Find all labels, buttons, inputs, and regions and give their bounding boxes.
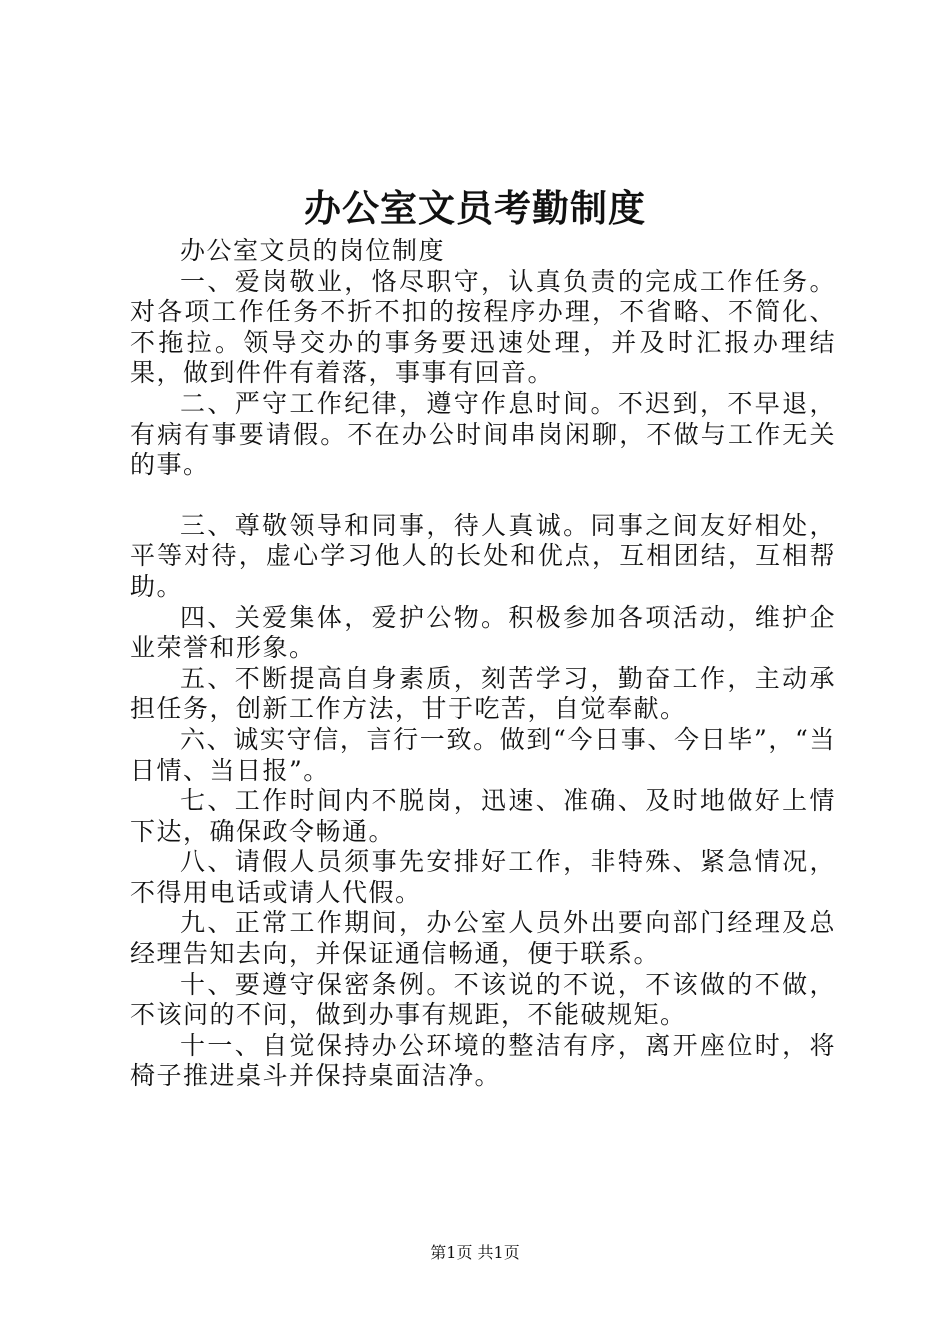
document-body	[130, 236, 836, 1092]
paragraph-subtitle: 办公室文员的岗位制度	[180, 236, 446, 265]
paragraph-rule-4: 四、关爱集体，爱护公物。积极参加各项活动，维护企业荣誉和形象。	[130, 602, 836, 663]
paragraph-rule-1: 一、爱岗敬业，恪尽职守，认真负责的完成工作任务。对各项工作任务不折不扣的按程序办理，不省略、不简化、不拖拉。领导交办的事务要迅速处理，并及时汇报办理结果，做到件件有着落，事事有回音。	[130, 266, 836, 388]
page-footer: 第1页 共1页	[430, 1243, 520, 1262]
paragraph-rule-8: 八、请假人员须事先安排好工作，非特殊、紧急情况，不得用电话或请人代假。	[130, 847, 836, 907]
paragraph-rule-11: 十一、自觉保持办公环境的整洁有序，离开座位时，将椅子推进桌斗并保持桌面洁净。	[130, 1030, 836, 1091]
paragraph-rule-5: 五、不断提高自身素质，刻苦学习，勤奋工作，主动承担任务，创新工作方法，甘于吃苦，自觉奉献。	[130, 663, 836, 724]
paragraph-rule-10: 十、要遵守保密条例。不该说的不说，不该做的不做，不该问的不问，做到办事有规距，不能破规矩。	[130, 969, 836, 1030]
document-title: 办公室文员考勤制度	[304, 186, 646, 230]
paragraph-rule-7: 七、工作时间内不脱岗，迅速、准确、及时地做好上情下达，确保政令畅通。	[130, 786, 836, 846]
paragraph-rule-2: 二、严守工作纪律，遵守作息时间。不迟到，不早退，有病有事要请假。不在办公时间串岗闲聊，不做与工作无关的事。	[130, 388, 836, 480]
paragraph-rule-6: 六、诚实守信，言行一致。做到“今日事、今日毕”，“当日情、当日报”。	[130, 724, 836, 785]
paragraph-rule-3: 三、尊敬领导和同事，待人真诚。同事之间友好相处，平等对待，虚心学习他人的长处和优点，互相团结，互相帮助。	[130, 510, 836, 601]
paragraph-rule-9: 九、正常工作期间，办公室人员外出要向部门经理及总经理告知去向，并保证通信畅通，便于联系。	[130, 908, 836, 969]
